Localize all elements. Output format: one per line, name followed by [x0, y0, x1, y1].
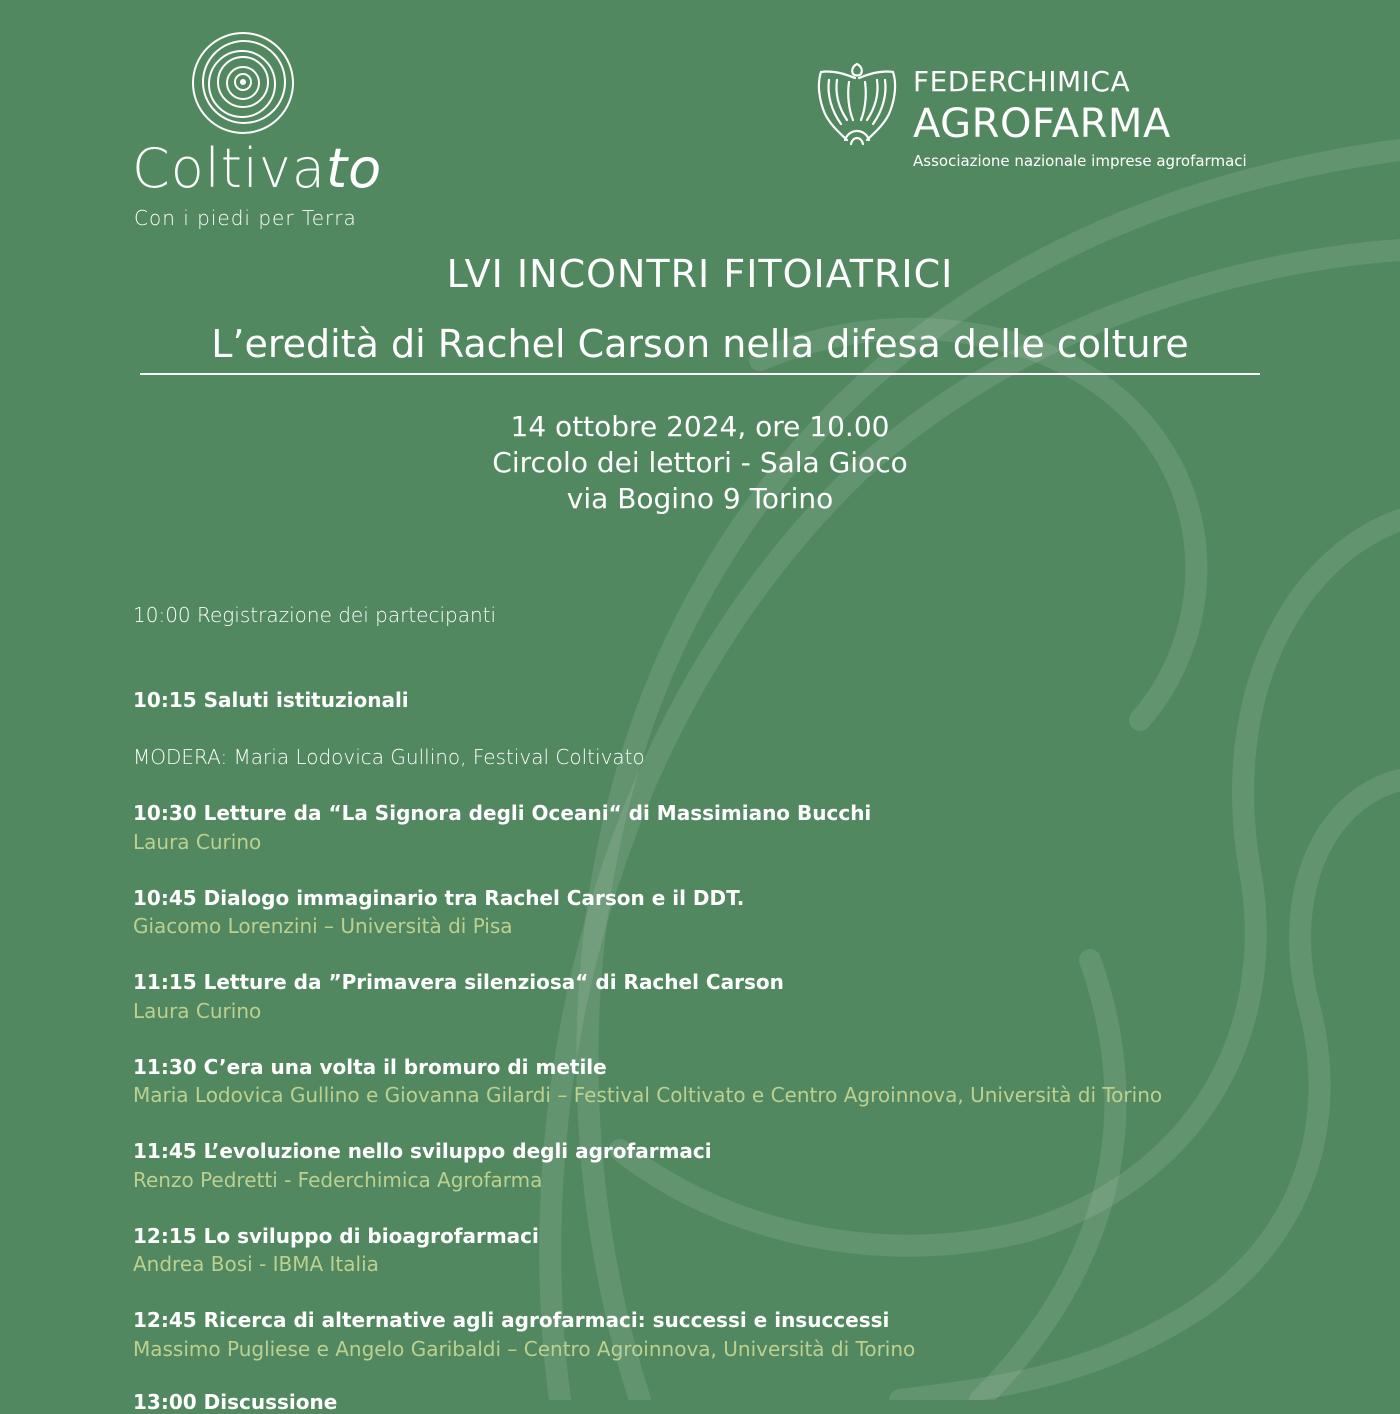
coltivato-wordmark: Coltivato — [132, 137, 383, 200]
event-address: via Bogino 9 Torino — [566, 482, 834, 515]
title-divider — [140, 373, 1260, 375]
schedule-item-title: 11:45 L’evoluzione nello sviluppo degli agrofarmaci — [133, 1139, 712, 1163]
schedule-greetings: 10:15 Saluti istituzionali — [133, 688, 409, 712]
schedule-item-speaker: Massimo Pugliese e Angelo Garibaldi – Centro Agroinnova, Università di Torino — [133, 1337, 916, 1361]
schedule-moderator: MODERA: Maria Lodovica Gullino, Festival Coltivato — [133, 745, 645, 769]
coltivato-logo — [130, 30, 383, 230]
agrofarma-text: AGROFARMA — [913, 101, 1171, 147]
schedule-item-speaker: Andrea Bosi - IBMA Italia — [133, 1252, 379, 1276]
schedule-cut-line: 13:00 Discussione — [133, 1390, 338, 1414]
page-subtitle: L’eredità di Rachel Carson nella difesa delle colture — [211, 322, 1189, 366]
coltivato-tagline: Con i piedi per Terra — [134, 206, 357, 230]
schedule-item-speaker: Maria Lodovica Gullino e Giovanna Gilardi – Festival Coltivato e Centro Agroinnova, Università di Torino — [133, 1083, 1163, 1107]
spiral-logo-icon — [188, 30, 298, 140]
schedule-registration: 10:00 Registrazione dei partecipanti — [133, 603, 497, 627]
schedule-item-title: 12:45 Ricerca di alternative agli agrofarmaci: successi e insuccessi — [133, 1308, 890, 1332]
federchimica-logo — [815, 60, 1285, 180]
association-text: Associazione nazionale imprese agrofarmaci — [913, 152, 1247, 170]
schedule-item-speaker: Laura Curino — [133, 999, 262, 1023]
eagle-icon — [815, 60, 899, 146]
federchimica-text: FEDERCHIMICA — [913, 65, 1131, 98]
schedule-item-title: 11:30 C’era una volta il bromuro di metile — [133, 1055, 607, 1079]
schedule-item-speaker: Giacomo Lorenzini – Università di Pisa — [133, 914, 513, 938]
event-date: 14 ottobre 2024, ore 10.00 — [510, 410, 890, 443]
page-title: LVI INCONTRI FITOIATRICI — [446, 252, 954, 296]
schedule-item-title: 12:15 Lo sviluppo di bioagrofarmaci — [133, 1224, 539, 1248]
schedule-item-title: 10:30 Letture da “La Signora degli Oceani“ di Massimiano Bucchi — [133, 801, 872, 825]
event-venue: Circolo dei lettori - Sala Gioco — [492, 446, 908, 479]
schedule-item-speaker: Laura Curino — [133, 830, 262, 854]
schedule-item-speaker: Renzo Pedretti - Federchimica Agrofarma — [133, 1168, 543, 1192]
schedule-item-title: 11:15 Letture da ”Primavera silenziosa“ di Rachel Carson — [133, 970, 784, 994]
schedule-item-title: 10:45 Dialogo immaginario tra Rachel Carson e il DDT. — [133, 886, 745, 910]
